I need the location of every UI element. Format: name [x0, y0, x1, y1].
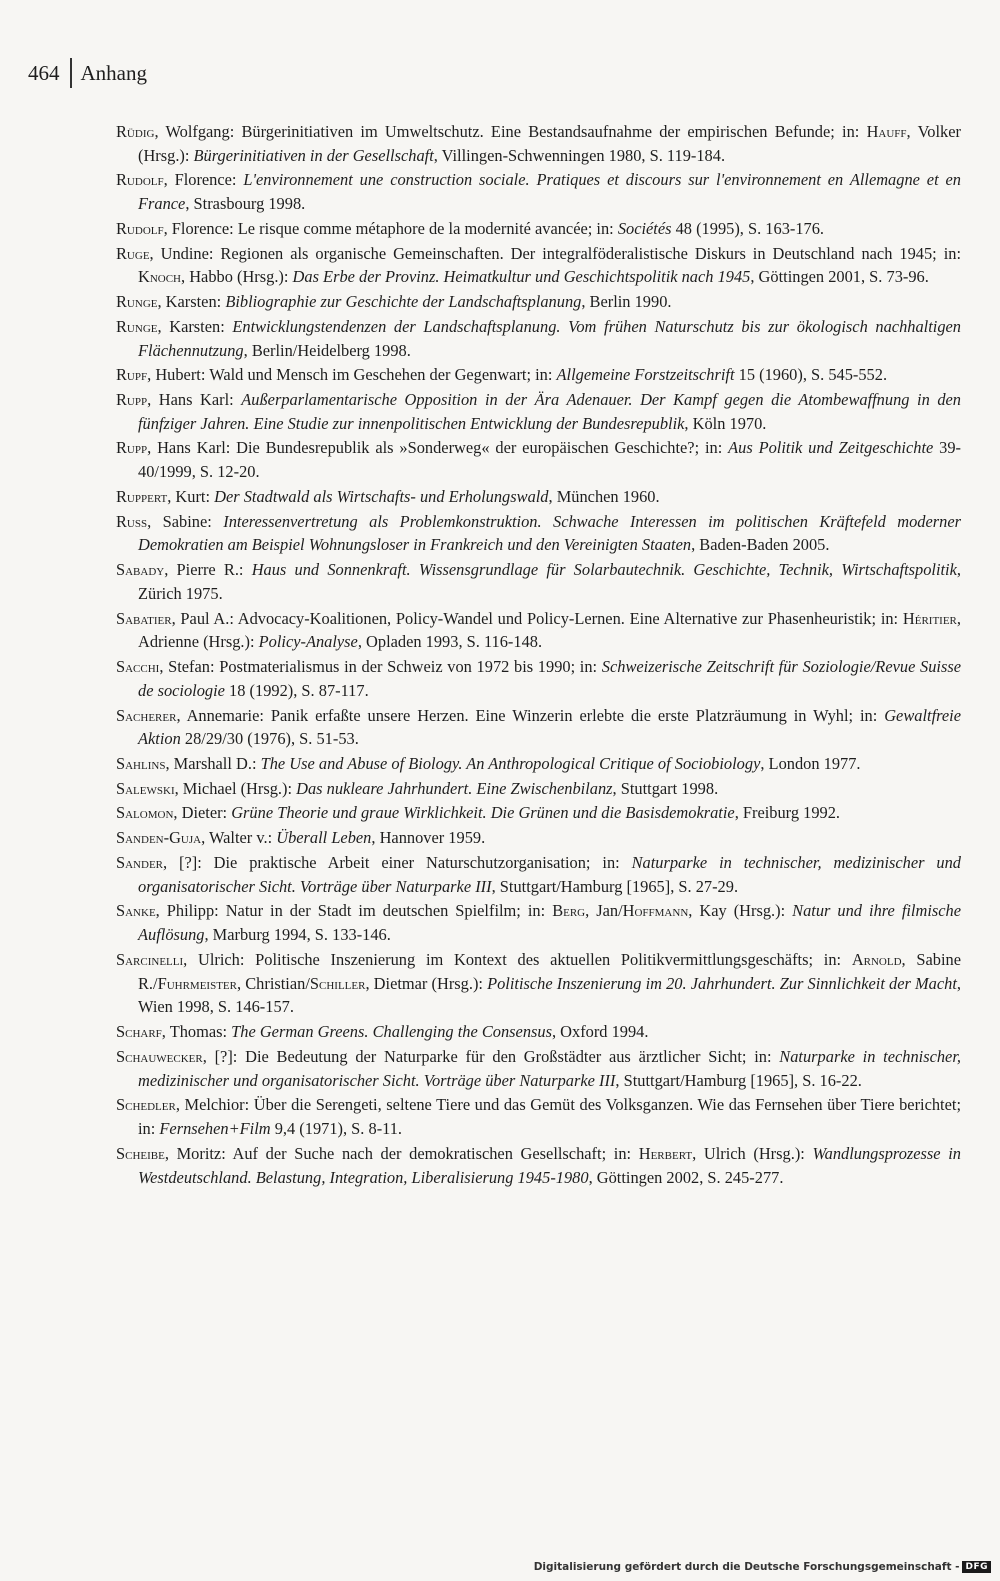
author-name: Schiller — [309, 973, 366, 993]
entry-text: , Göttingen 2001, S. 73-96. — [750, 267, 929, 287]
entry-text: , Zürich 1975. — [138, 560, 961, 603]
author-name: Rupp — [116, 438, 148, 458]
footer-text: Digitalisierung gefördert durch die Deutsche Forschungsgemeinschaft - — [533, 1561, 960, 1573]
author-name: Sarcinelli — [116, 949, 184, 969]
entry-text: , Hannover 1959. — [371, 828, 486, 848]
author-name: Hauff — [866, 122, 907, 141]
author-name: Sanden-Guja — [116, 828, 202, 848]
entry-text: , Göttingen 2002, S. 245-277. — [588, 1167, 784, 1187]
bibliography-entry — [116, 510, 961, 558]
bibliography-entry — [116, 851, 961, 899]
title-text: Politische Inszenierung im 20. Jahrhundert. Zur Sinnlichkeit der Macht — [487, 973, 957, 993]
title-text: Außerparlamentarische Opposition in der Ära Adenauer. Der Kampf gegen die Atombewaffnung in den fünfziger Jahren. Eine Studie zur innenpolitischen Entwicklung der Bundesrepublik — [138, 390, 962, 433]
title-text: Policy-Analyse — [258, 632, 358, 652]
entry-text: , Habbo (Hrsg.): — [181, 267, 293, 287]
entry-text: , Annemarie: Panik erfaßte unsere Herzen. Eine Winzerin erlebte die erste Platzräumung in Wyhl; in: — [176, 705, 885, 725]
bibliography-entry — [116, 485, 961, 509]
title-text: Schweizerische Zeitschrift für Soziologie/Revue Suisse de sociologie — [138, 657, 961, 700]
entry-text: , Stefan: Postmaterialismus in der Schweiz von 1972 bis 1990; in: — [159, 657, 602, 677]
bibliography-entry — [116, 826, 961, 850]
title-text: The German Greens. Challenging the Consensus — [231, 1022, 552, 1042]
title-text: Aus Politik und Zeitgeschichte — [728, 438, 934, 458]
author-name: Russ — [116, 511, 148, 531]
entry-text: , Thomas: — [161, 1022, 232, 1042]
entry-text: , Adrienne (Hrsg.): — [138, 608, 961, 652]
entry-text: , Villingen-Schwenningen 1980, S. 119-184. — [433, 145, 726, 165]
entry-text: , Oxford 1994. — [551, 1022, 649, 1042]
author-name: Arnold — [851, 949, 902, 969]
entry-text: , Pierre R.: — [164, 560, 252, 580]
entry-text: , Michael (Hrsg.): — [174, 778, 297, 798]
entry-text: , Sabine: — [147, 511, 224, 531]
bibliography-entry — [116, 558, 961, 606]
bibliography-entry — [116, 388, 961, 436]
entry-text: 39-40/1999, S. 12-20. — [138, 438, 961, 482]
page-number: 464 — [28, 60, 60, 85]
running-header — [28, 56, 147, 90]
entry-text: , Ulrich: Politische Inszenierung im Kontext des aktuellen Politikvermittlungsgeschäfts; in: — [183, 949, 852, 969]
author-name: Berg — [552, 901, 586, 921]
author-name: Schedler — [116, 1095, 176, 1115]
entry-text: , Christian/ — [237, 973, 310, 993]
title-text: Natur und ihre filmische Auflösung — [138, 901, 961, 945]
title-text: Haus und Sonnenkraft. Wissensgrundlage für Solarbautechnik. Geschichte, Technik, Wirtschaftspolitik — [251, 560, 957, 580]
entry-text: , Strasbourg 1998. — [185, 194, 306, 214]
title-text: Gewaltfreie Aktion — [138, 705, 961, 749]
entry-text: 9,4 (1971), S. 8-11. — [270, 1119, 403, 1139]
bibliography-entry — [116, 899, 961, 947]
entry-text: , Kurt: — [167, 486, 215, 506]
author-name: Hoffmann — [622, 901, 689, 921]
author-name: Knoch — [138, 267, 182, 287]
title-text: Naturparke in technischer, medizinischer und organisatorischer Sicht. Vorträge über Naturparke III — [138, 1046, 961, 1090]
bibliography-list — [116, 120, 961, 1190]
entry-text: 15 (1960), S. 545-552. — [734, 365, 888, 385]
entry-text: , Stuttgart 1998. — [612, 778, 719, 798]
author-name: Schauwecker — [116, 1046, 203, 1066]
author-name: Sander — [116, 852, 164, 872]
dfg-logo: DFG — [962, 1561, 991, 1573]
entry-text: , [?]: Die praktische Arbeit einer Naturschutzorganisation; in: — [163, 852, 632, 872]
title-text: Grüne Theorie und graue Wirklichkeit. Die Grünen und die Basisdemokratie — [231, 803, 735, 823]
author-name: Scheibe — [116, 1143, 165, 1163]
footer-credit — [534, 1561, 991, 1573]
entry-text: , Wien 1998, S. 146-157. — [138, 973, 961, 1017]
entry-text: , Berlin/Heidelberg 1998. — [243, 340, 411, 360]
author-name: Sacchi — [116, 657, 160, 677]
bibliography-entry — [116, 607, 961, 655]
title-text: Fernsehen+Film — [159, 1119, 271, 1139]
title-text: L'environnement une construction sociale. Pratiques et discours sur l'environnement en Allemagne et en France — [138, 170, 961, 214]
author-name: Sahlins — [116, 754, 166, 774]
title-text: Sociétés — [617, 218, 672, 238]
author-name: Rudolf — [116, 218, 164, 238]
section-title: Anhang — [80, 60, 147, 85]
entry-text: , Stuttgart/Hamburg [1965], S. 27-29. — [491, 876, 739, 896]
entry-text: , Undine: Regionen als organische Gemeinschaften. Der integralföderalistische Diskurs in Deutschland nach 1945; in: — [149, 243, 961, 263]
entry-text: , London 1977. — [760, 754, 861, 774]
title-text: Wandlungsprozesse in Westdeutschland. Belastung, Integration, Liberalisierung 1945-1980 — [138, 1143, 961, 1187]
title-text: Das nukleare Jahrhundert. Eine Zwischenbilanz — [296, 778, 613, 798]
title-text: Naturparke in technischer, medizinischer und organisatorischer Sicht. Vorträge über Naturparke III — [138, 852, 961, 896]
entry-text: 48 (1995), S. 163-176. — [671, 218, 825, 238]
entry-text: , Dietmar (Hrsg.): — [365, 973, 488, 993]
title-text: Überall Leben — [276, 828, 372, 848]
title-text: Allgemeine Forstzeitschrift — [556, 365, 735, 385]
title-text: Bürgerinitiativen in der Gesellschaft — [193, 145, 434, 165]
entry-text: , Marburg 1994, S. 133-146. — [204, 925, 391, 945]
entry-text: , Moritz: Auf der Suche nach der demokratischen Gesellschaft; in: — [164, 1143, 639, 1163]
author-name: Scharf — [116, 1022, 162, 1042]
entry-text: , Ulrich (Hrsg.): — [692, 1143, 813, 1163]
bibliography-entry — [116, 801, 961, 825]
author-name: Ruppert — [116, 486, 168, 506]
entry-text: , Hans Karl: — [147, 390, 242, 409]
entry-text: , Marshall D.: — [165, 754, 261, 774]
author-name: Rudolf — [116, 170, 164, 190]
entry-text: , [?]: Die Bedeutung der Naturparke für den Großstädter aus ärztlicher Sicht; in: — [202, 1046, 780, 1066]
entry-text: , Wolfgang: Bürgerinitiativen im Umweltschutz. Eine Bestandsaufnahme der empirischen Befunde; in: — [154, 122, 867, 141]
entry-text: 18 (1992), S. 87-117. — [224, 680, 369, 700]
entry-text: , Karsten: — [157, 316, 233, 336]
author-name: Runge — [116, 316, 158, 336]
entry-text: , Paul A.: Advocacy-Koalitionen, Policy-Wandel und Policy-Lernen. Eine Alternative zur Phasenheuristik; in: — [171, 608, 903, 628]
bibliography-entry — [116, 1093, 961, 1141]
entry-text: , Volker (Hrsg.): — [138, 122, 961, 165]
entry-text: , Jan/ — [585, 901, 623, 921]
title-text: The Use and Abuse of Biology. An Anthropological Critique of Sociobiology — [260, 754, 761, 774]
bibliography-entry — [116, 217, 961, 241]
title-text: Entwicklungstendenzen der Landschaftsplanung. Vom frühen Naturschutz bis zur ökologisch nachhaltigen Flächennutzung — [138, 316, 961, 360]
entry-text: , Dieter: — [173, 803, 232, 823]
entry-text: , Hubert: Wald und Mensch im Geschehen der Gegenwart; in: — [147, 365, 557, 385]
entry-text: , Karsten: — [157, 292, 226, 312]
author-name: Sabatier — [116, 608, 172, 628]
bibliography-entry — [116, 1020, 961, 1044]
entry-text: , Florence: — [163, 170, 244, 190]
author-name: Ruge — [116, 243, 150, 263]
author-name: Salewski — [116, 778, 175, 798]
author-name: Salomon — [116, 803, 174, 823]
author-name: Rupf — [116, 365, 148, 385]
bibliography-entry — [116, 948, 961, 1019]
title-text: Interessenvertretung als Problemkonstruktion. Schwache Interessen im politischen Kräftefeld moderner Demokratien am Beispiel Wohnungsloser in Frankreich und den Vereinigten Staaten — [138, 511, 961, 555]
bibliography-entry — [116, 290, 961, 314]
bibliography-entry — [116, 1045, 961, 1093]
author-name: Rupp — [116, 390, 148, 409]
author-name: Sabady — [116, 560, 165, 580]
entry-text: , Baden-Baden 2005. — [691, 535, 830, 555]
entry-text: , Sabine R./ — [138, 949, 961, 993]
bibliography-entry — [116, 315, 961, 363]
bibliography-entry — [116, 436, 961, 484]
author-name: Rüdig — [116, 122, 155, 141]
title-text: Bibliographie zur Geschichte der Landschaftsplanung — [225, 292, 582, 312]
author-name: Fuhrmeister — [157, 973, 237, 993]
bibliography-entry — [116, 363, 961, 387]
author-name: Herbert — [638, 1143, 693, 1163]
author-name: Runge — [116, 292, 158, 312]
entry-text: , Melchior: Über die Serengeti, seltene Tiere und das Gemüt des Volksganzen. Wie das Fernsehen über Tiere berichtet; in: — [138, 1095, 961, 1139]
entry-text: 28/29/30 (1976), S. 51-53. — [180, 729, 359, 749]
bibliography-entry — [116, 704, 961, 752]
bibliography-entry — [116, 1142, 961, 1190]
entry-text: , München 1960. — [548, 486, 660, 506]
bibliography-entry — [116, 242, 961, 290]
bibliography-entry — [116, 752, 961, 776]
bibliography-entry — [116, 120, 961, 168]
entry-text: , Freiburg 1992. — [734, 803, 841, 823]
bibliography-entry — [116, 777, 961, 801]
entry-text: , Philipp: Natur in der Stadt im deutschen Spielfilm; in: — [155, 901, 553, 921]
entry-text: , Walter v.: — [201, 828, 277, 848]
entry-text: , Hans Karl: Die Bundesrepublik als »Sonderweg« der europäischen Geschichte?; in: — [147, 438, 729, 458]
title-text: Der Stadtwald als Wirtschafts- und Erholungswald — [214, 486, 549, 506]
title-text: Das Erbe der Provinz. Heimatkultur und Geschichtspolitik nach 1945 — [292, 267, 751, 287]
entry-text: , Kay (Hrsg.): — [688, 901, 793, 921]
bibliography-entry — [116, 168, 961, 216]
header-divider — [70, 58, 72, 88]
entry-text: , Berlin 1990. — [581, 292, 672, 312]
entry-text: , Opladen 1993, S. 116-148. — [357, 632, 543, 652]
author-name: Héritier — [902, 608, 957, 628]
entry-text: , Florence: Le risque comme métaphore de la modernité avancée; in: — [163, 218, 618, 238]
author-name: Sacherer — [116, 705, 177, 725]
author-name: Sanke — [116, 901, 156, 921]
entry-text: , Stuttgart/Hamburg [1965], S. 16-22. — [615, 1070, 862, 1090]
entry-text: , Köln 1970. — [684, 413, 767, 433]
bibliography-entry — [116, 655, 961, 703]
